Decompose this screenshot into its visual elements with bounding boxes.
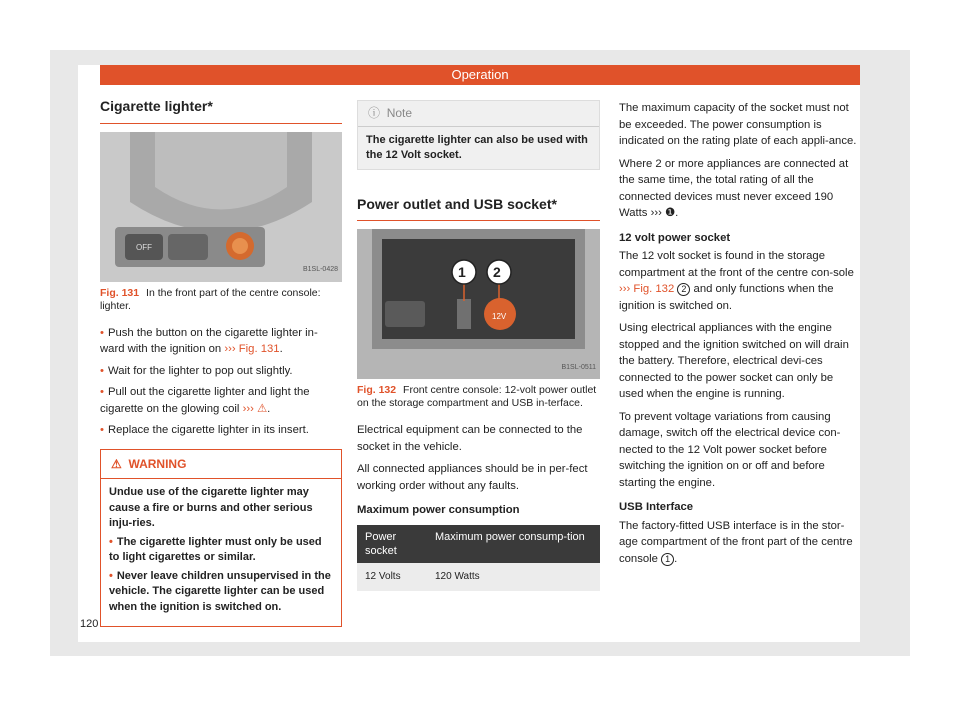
paragraph: Using electrical appliances with the engine stopped and the ignition switched on will drain the battery. Therefore, electrical devi-ces connected to the power socket can only be used when the engine is running.	[619, 322, 849, 400]
paragraph: Electrical equipment can be connected to the socket in the vehicle.	[357, 424, 583, 453]
callout-1: 1	[458, 264, 466, 280]
callout-ref: 1	[661, 553, 674, 566]
right-column	[619, 100, 859, 573]
figure-131-button-text: OFF	[136, 242, 152, 252]
page-number: 120	[80, 618, 99, 630]
list-item: • Wait for the lighter to pop out slightly.	[100, 363, 342, 380]
figure-131-caption-text: In the front part of the centre console: lighter.	[100, 286, 321, 312]
fig-131-link[interactable]: ››› Fig. 131	[224, 343, 280, 355]
power-outlet-title: Power outlet and USB socket*	[357, 196, 600, 222]
paragraph: The factory-fitted USB interface is in the stor-age compartment of the front part of the centre console 1 .	[619, 519, 853, 565]
warning-header: ⚠ WARNING	[101, 450, 341, 480]
table-header: Maximum power consump-tion	[427, 525, 600, 563]
middle-column	[357, 100, 600, 591]
paragraph: The maximum capacity of the socket must not be exceeded. The power consumption is indicated on the rating plate of each appli-ance.	[619, 102, 857, 147]
warning-body: Undue use of the cigarette lighter may cause a fire or burns and other serious inju-ries. • The cigarette lighter must only be used to light cigarettes or similar. • Never leave children unsupervised in the vehicle. The cigarette lighter can be used when the ignition is switched on.	[101, 479, 341, 626]
list-item: • Replace the cigarette lighter in its insert.	[100, 422, 342, 439]
note-box	[357, 100, 600, 170]
cigarette-lighter-title: Cigarette lighter*	[100, 98, 342, 124]
figure-132-image	[357, 229, 600, 379]
figure-132-caption	[357, 384, 600, 410]
subheading: USB Interface	[619, 501, 694, 513]
fig-132-link[interactable]: ››› Fig. 132	[619, 283, 675, 295]
note-header: ⓘ Note	[358, 101, 599, 127]
figure-132-label: Fig. 132	[357, 384, 397, 396]
warning-icon: ⚠	[111, 456, 122, 471]
paragraph: All connected appliances should be in per-fect working order without any faults.	[357, 463, 588, 492]
list-item: • Pull out the cigarette lighter and light the cigarette on the glowing coil ››› ⚠.	[100, 384, 342, 417]
warning-box	[100, 449, 342, 628]
left-column	[100, 98, 342, 627]
table-cell: 120 Watts	[427, 563, 600, 592]
paragraph: To prevent voltage variations from causing damage, switch off the electrical device con-nected to the 12 Volt power socket before switching the ignition on or off and before starting the engine.	[619, 410, 841, 489]
warning-item: • Never leave children unsupervised in the vehicle. The cigarette lighter can be used when the ignition is switched on.	[109, 569, 333, 616]
table-header: Power socket	[357, 525, 427, 563]
table-cell: 12 Volts	[357, 563, 427, 592]
table-row	[357, 563, 600, 592]
subheading: Maximum power consumption	[357, 504, 520, 516]
figure-131-label: Fig. 131	[100, 286, 140, 299]
info-icon: ⓘ	[368, 106, 381, 120]
power-table	[357, 525, 600, 592]
figure-131-caption	[100, 287, 342, 313]
table-header-row	[357, 525, 600, 563]
callout-ref: 2	[677, 283, 690, 296]
warning-ref-link[interactable]: ››› ❶	[650, 207, 676, 219]
list-item: • Push the button on the cigarette lighter in-ward with the ignition on ››› Fig. 131.	[100, 325, 342, 358]
warning-link[interactable]: ››› ⚠	[242, 402, 268, 415]
callout-2: 2	[493, 264, 501, 280]
figure-132-caption-text: Front centre console: 12-volt power outlet on the storage compartment and USB in-terface.	[357, 384, 597, 409]
warning-item: • The cigarette lighter must only be used to light cigarettes or similar.	[109, 535, 333, 566]
paragraph: Where 2 or more appliances are connected at the same time, the total rating of all the connected devices must never exceed 190 Watts ››› ❶.	[619, 157, 849, 219]
figure-131-image	[100, 132, 342, 282]
paragraph: The 12 volt socket is found in the storage compartment at the front of the centre con-sole ››› Fig. 132 2 and only functions when the ignition is switched on.	[619, 250, 854, 312]
note-body: The cigarette lighter can also be used with the 12 Volt socket.	[366, 133, 588, 161]
figure-132-code: B1SL-0511	[561, 363, 596, 371]
section-header: Operation	[100, 65, 860, 85]
subheading: 12 volt power socket	[619, 231, 731, 244]
figure-131-code: B1SL-0428	[302, 266, 338, 273]
socket-label: 12V	[492, 312, 507, 321]
